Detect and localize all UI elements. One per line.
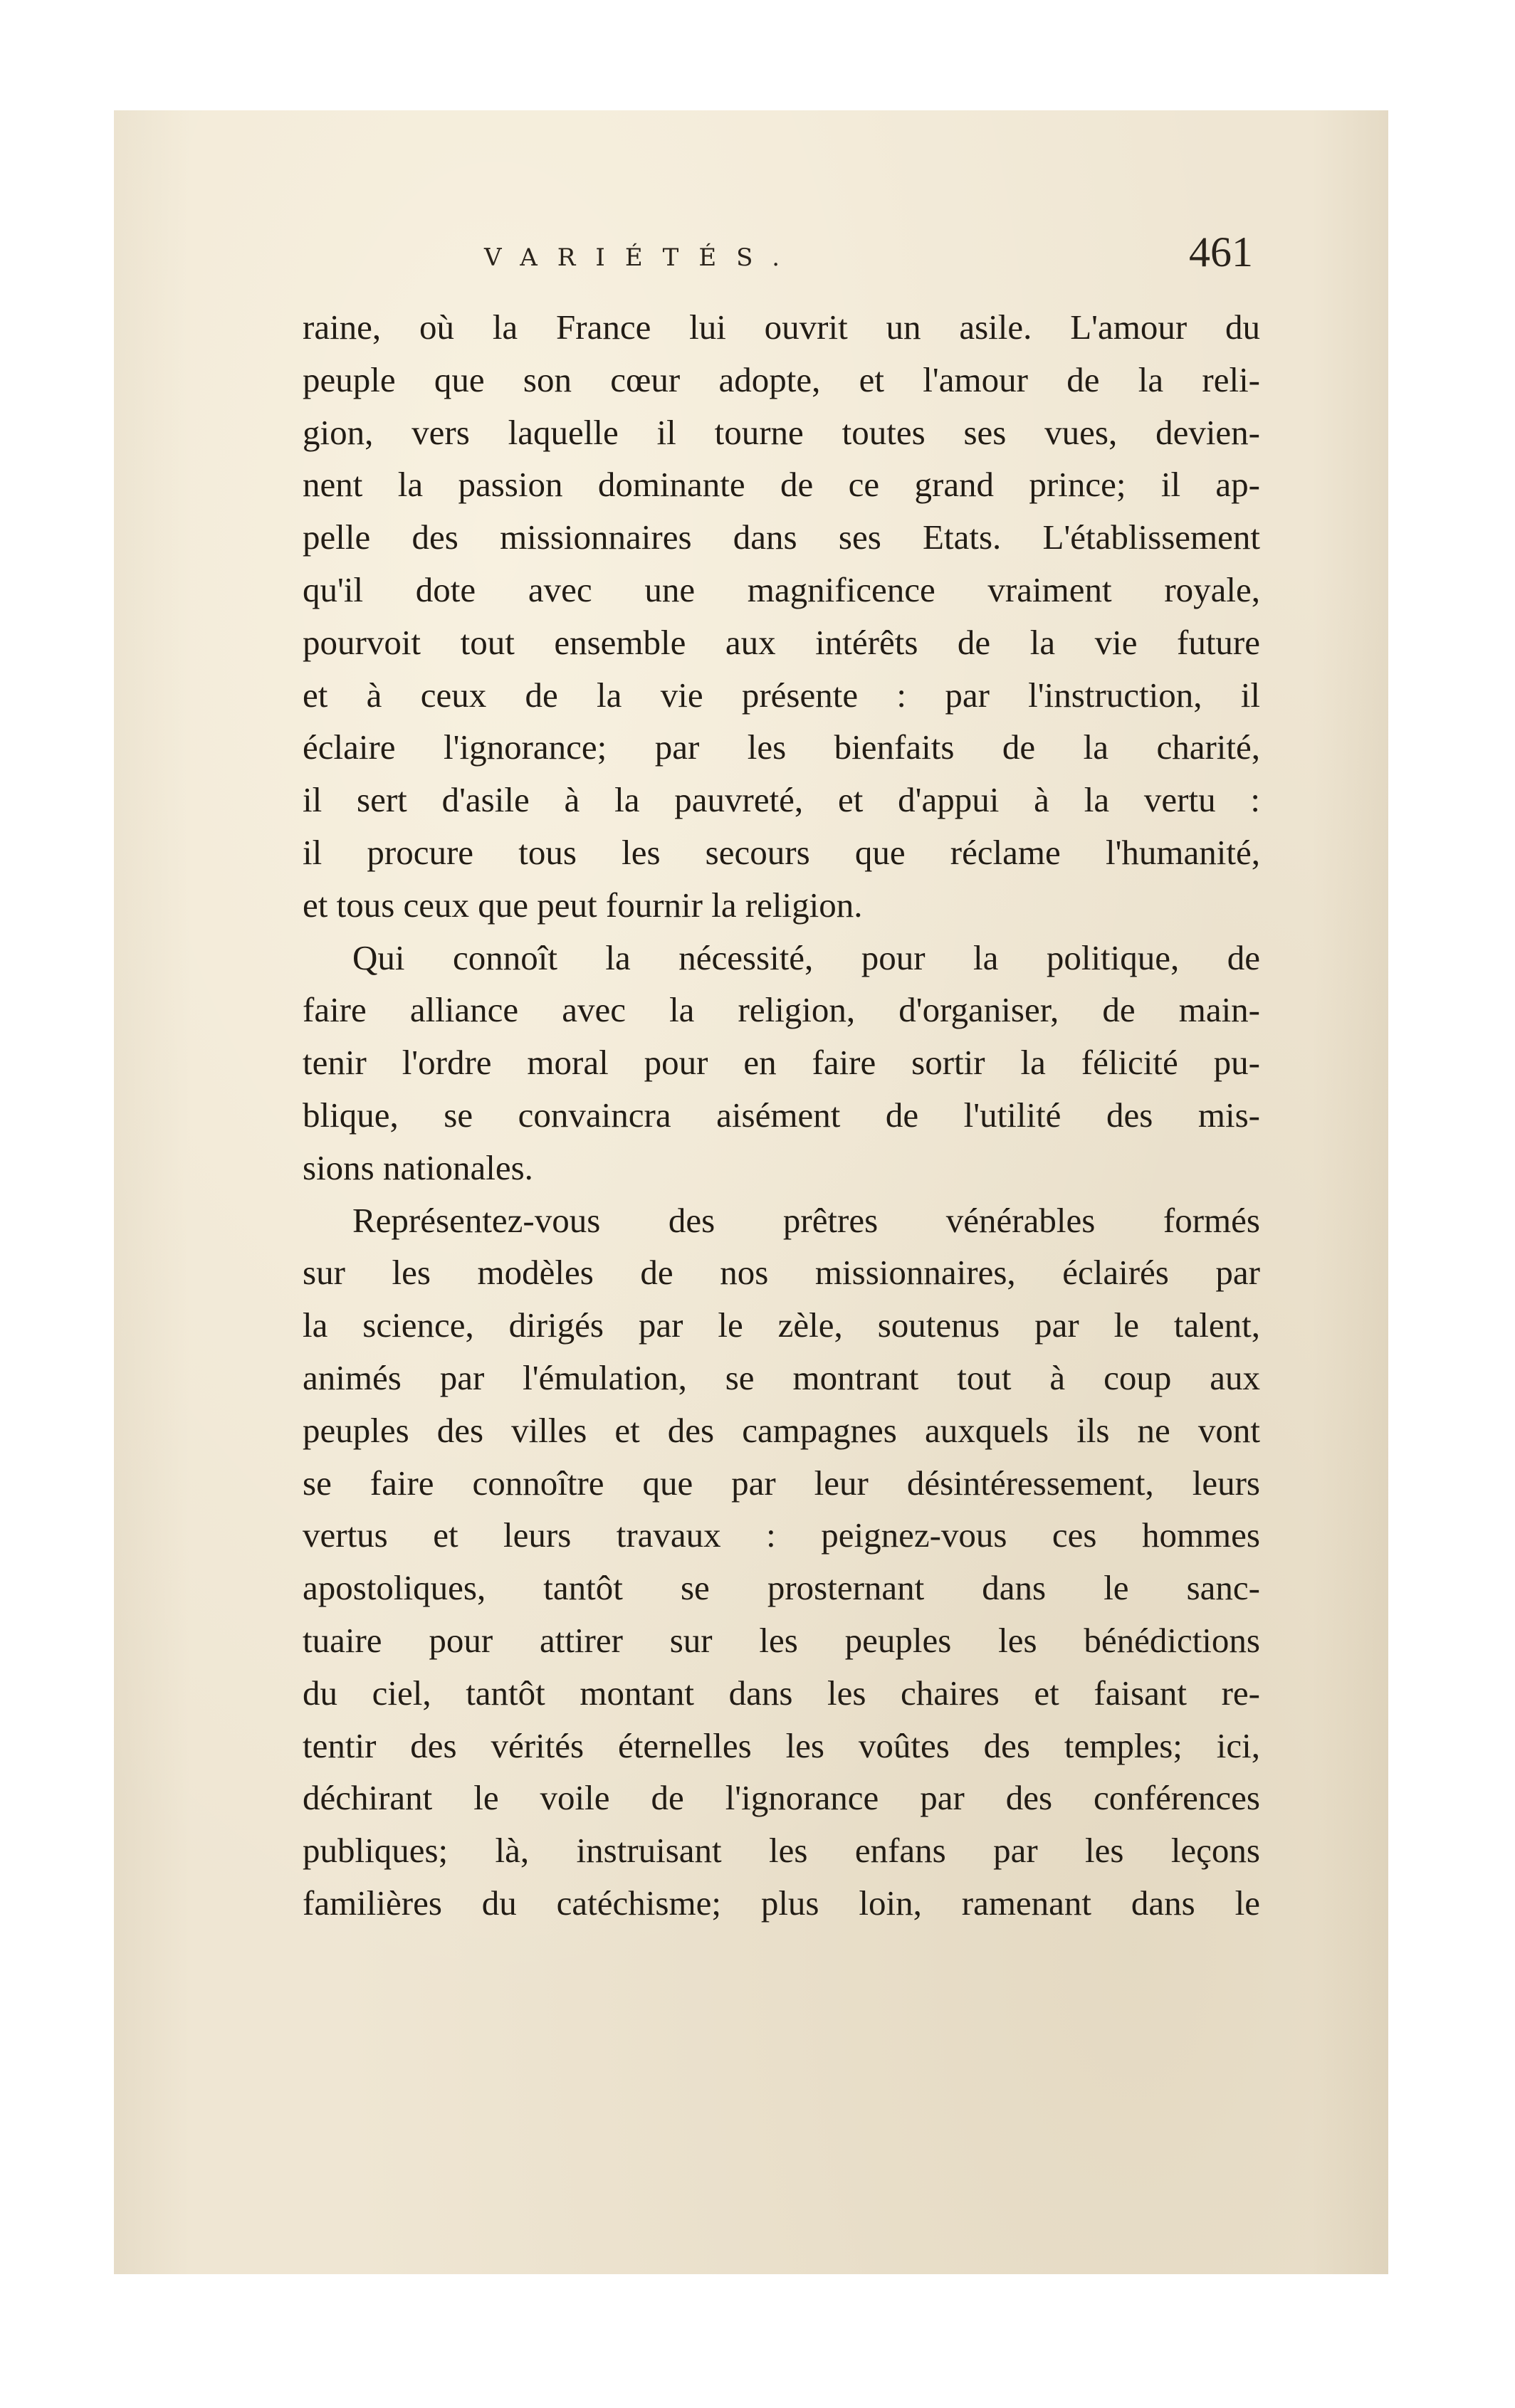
text-line: tenir l'ordre moral pour en faire sortir la félicité pu- [303, 1043, 1260, 1083]
text-line: animés par l'émulation, se montrant tout à coup aux [303, 1357, 1260, 1397]
text-line: familières du catéchisme; plus loin, ramenant dans le [303, 1883, 1260, 1923]
text-line: apostoliques, tantôt se prosternant dans le sanc- [303, 1568, 1260, 1608]
text-line: pelle des missionnaires dans ses Etats. L'établissement [303, 517, 1260, 557]
body-text [303, 301, 1260, 1930]
paragraph [303, 1194, 1260, 1930]
text-line: Représentez-vous des prêtres vénérables formés [352, 1200, 1260, 1240]
running-head: VARIÉTÉS. [484, 243, 800, 272]
book-page [114, 110, 1388, 2274]
text-line: blique, se convaincra aisément de l'utilité des mis- [303, 1095, 1260, 1135]
text-line: il procure tous les secours que réclame l'humanité, [303, 832, 1260, 872]
text-line: vertus et leurs travaux : peignez-vous ces hommes [303, 1515, 1260, 1555]
paragraph [303, 932, 1260, 1194]
text-line: nent la passion dominante de ce grand prince; il ap- [303, 465, 1260, 505]
text-line: publiques; là, instruisant les enfans par les leçons [303, 1831, 1260, 1871]
text-line: raine, où la France lui ouvrit un asile. L'amour du [303, 307, 1260, 347]
text-line: gion, vers laquelle il tourne toutes ses vues, devien- [303, 412, 1260, 452]
text-line: et tous ceux que peut fournir la religion. [303, 885, 863, 925]
text-line: sions nationales. [303, 1147, 533, 1187]
text-line: du ciel, tantôt montant dans les chaires et faisant re- [303, 1673, 1260, 1713]
text-line: éclaire l'ignorance; par les bienfaits de la charité, [303, 727, 1260, 767]
text-line: et à ceux de la vie présente : par l'instruction, il [303, 675, 1260, 715]
text-line: faire alliance avec la religion, d'organiser, de main- [303, 990, 1260, 1030]
text-line: se faire connoître que par leur désintéressement, leurs [303, 1463, 1260, 1503]
page-number: 461 [1189, 228, 1253, 275]
paragraph [303, 301, 1260, 932]
text-line: qu'il dote avec une magnificence vraiment royale, [303, 569, 1260, 609]
text-line: sur les modèles de nos missionnaires, éclairés par [303, 1253, 1260, 1293]
text-line: il sert d'asile à la pauvreté, et d'appui à la vertu : [303, 780, 1260, 820]
text-line: peuple que son cœur adopte, et l'amour de la reli- [303, 359, 1260, 399]
text-line: Qui connoît la nécessité, pour la politique, de [352, 937, 1260, 977]
text-line: tentir des vérités éternelles les voûtes des temples; ici, [303, 1725, 1260, 1765]
text-line: déchirant le voile de l'ignorance par des conférences [303, 1778, 1260, 1818]
text-line: la science, dirigés par le zèle, soutenus par le talent, [303, 1305, 1260, 1345]
text-line: tuaire pour attirer sur les peuples les bénédictions [303, 1620, 1260, 1660]
text-line: pourvoit tout ensemble aux intérêts de la vie future [303, 622, 1260, 662]
page-header [484, 228, 1253, 285]
text-line: peuples des villes et des campagnes auxquels ils ne vont [303, 1410, 1260, 1450]
